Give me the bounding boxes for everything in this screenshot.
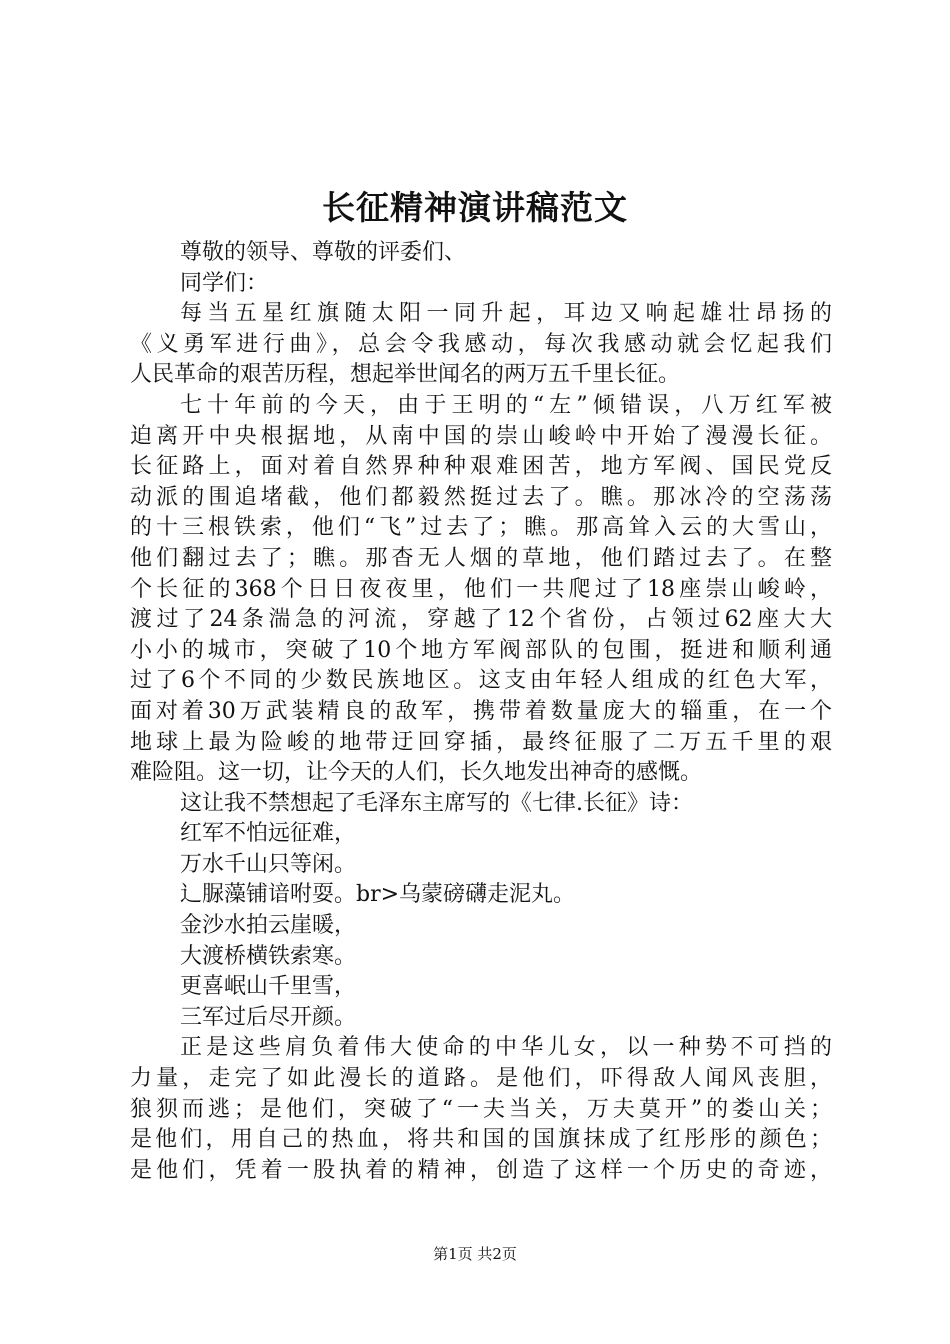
document-title: 长征精神演讲稿范文 [322,188,628,227]
text-line: 力量，走完了如此漫长的道路。是他们，吓得敌人闻风丧胆， [130,1066,832,1092]
text-line: 他们翻过去了；瞧。那杳无人烟的草地，他们踏过去了。在整 [130,545,832,571]
text-line: 动派的围追堵截，他们都毅然挺过去了。瞧。那冰冷的空荡荡 [130,484,832,510]
text-line: 更喜岷山千里雪， [180,974,357,1000]
text-line: 大渡桥横铁索寒。 [180,943,357,969]
text-line: 红军不怕远征难， [180,821,357,847]
text-line: 难险阻。这一切，让今天的人们，长久地发出神奇的感慨。 [130,760,703,786]
text-line: 正是这些肩负着伟大使命的中华儿女，以一种势不可挡的 [180,1035,832,1061]
text-line: 长征路上，面对着自然界种种艰难困苦，地方军阀、国民党反 [130,454,832,480]
text-line: 个长征的368个日日夜夜里，他们一共爬过了18座崇山峻岭， [130,576,832,602]
text-line: 《义勇军进行曲》，总会令我感动，每次我感动就会忆起我们 [130,331,832,357]
text-line: 过了6个不同的少数民族地区。这支由年轻人组成的红色大军， [130,668,832,694]
text-line: 同学们： [180,270,269,296]
text-line: 地球上最为险峻的地带迂回穿插，最终征服了二万五千里的艰 [130,729,832,755]
text-line: 人民革命的艰苦历程，想起举世闻名的两万五千里长征。 [130,362,681,388]
text-line: 渡过了24条湍急的河流，穿越了12个省份，占领过62座大大 [130,607,832,633]
text-line: 金沙水拍云崖暖， [180,913,357,939]
text-line: 面对着30万武装精良的敌军，携带着数量庞大的辎重，在一个 [130,698,832,724]
text-line: 是他们，用自己的热血，将共和国的国旗抹成了红彤彤的颜色； [130,1127,832,1153]
page-footer: 第1页 共2页 [433,1245,517,1263]
text-line: 的十三根铁索，他们“飞”过去了；瞧。那高耸入云的大雪山， [130,515,832,541]
text-line: 尊敬的领导、尊敬的评委们、 [180,240,467,265]
text-line: 狼狈而逃；是他们，突破了“一夫当关，万夫莫开”的娄山关； [130,1096,832,1122]
text-line: 小小的城市，突破了10个地方军阀部队的包围，挺进和顺利通 [130,637,832,663]
document-body [130,238,832,1186]
text-line: 三军过后尽开颜。 [180,1004,357,1030]
text-line: 每当五星红旗随太阳一同升起，耳边又响起雄壮昂扬的 [180,301,832,327]
text-line: 迫离开中央根据地，从南中国的崇山峻岭中开始了漫漫长征。 [130,423,832,449]
text-line: 这让我不禁想起了毛泽东主席写的《七律.长征》诗： [180,790,693,816]
text-line: 是他们，凭着一股执着的精神，创造了这样一个历史的奇迹， [130,1157,832,1183]
text-line: 辶脲藻铺谙咐耍。br>乌蒙磅礴走泥丸。 [180,882,576,908]
text-line: 七十年前的今天，由于王明的“左”倾错误，八万红军被 [180,392,832,418]
text-line: 万水千山只等闲。 [180,851,357,877]
